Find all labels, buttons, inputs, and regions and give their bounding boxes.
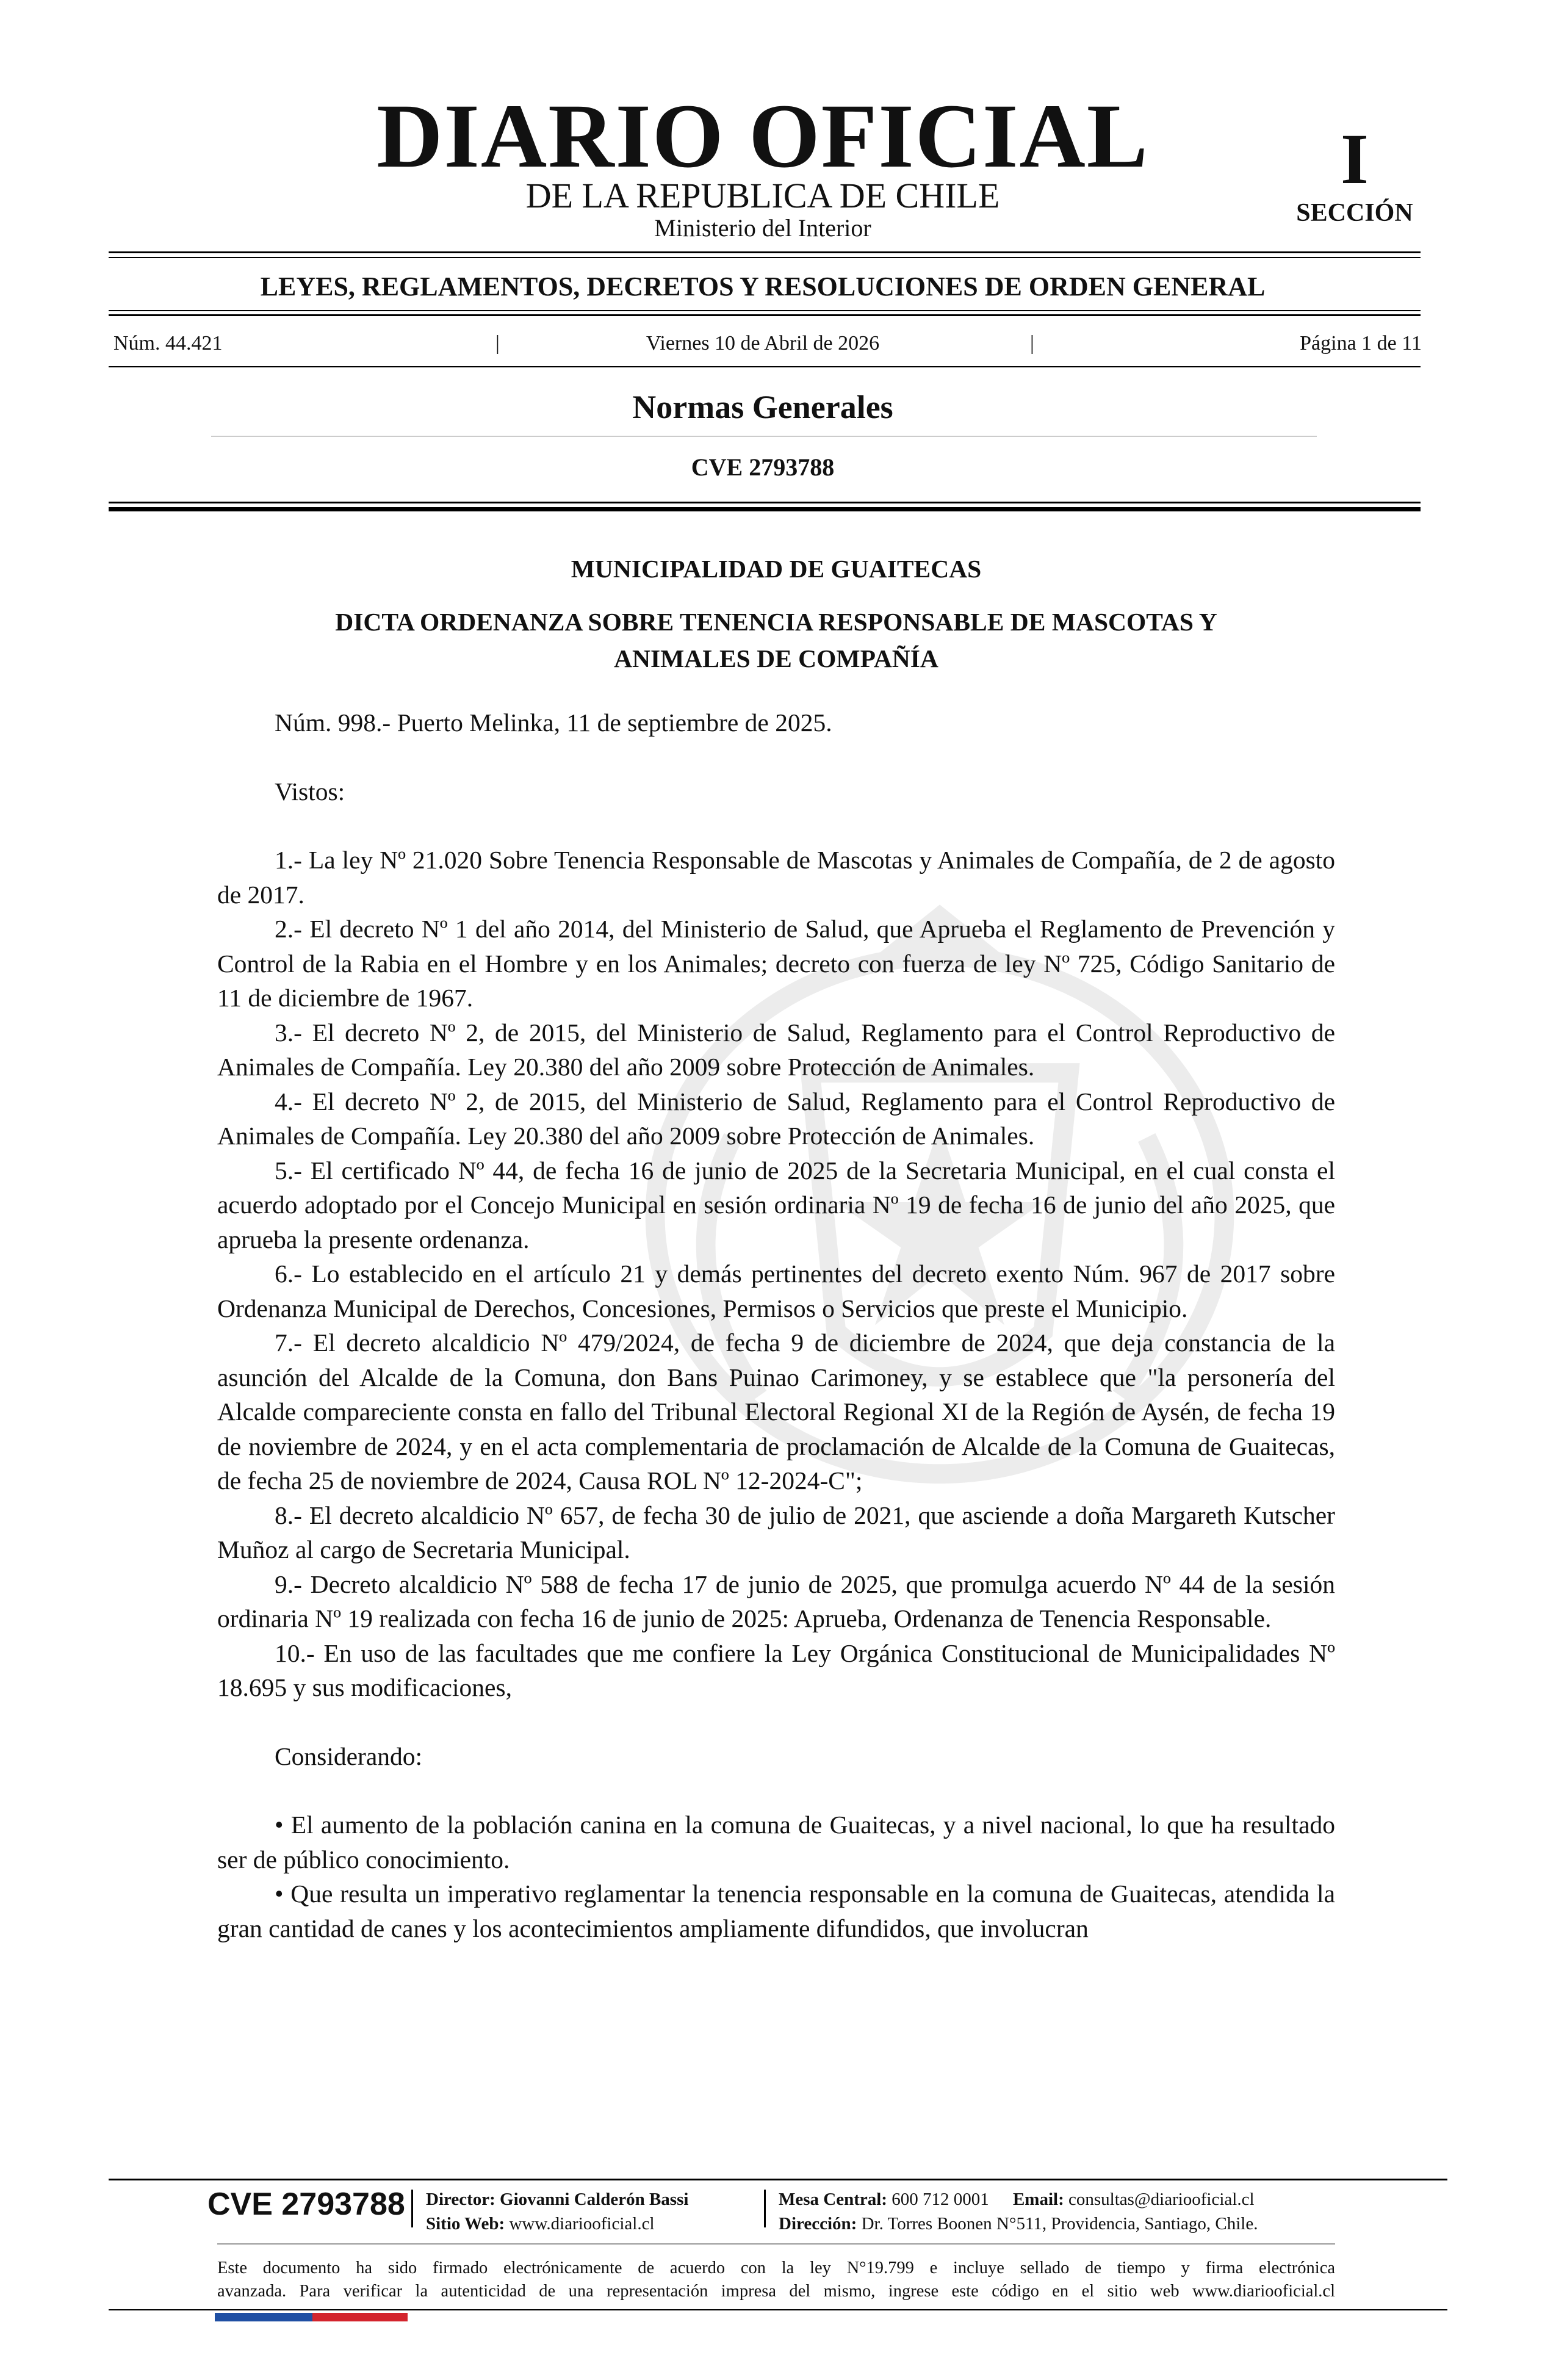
footer-rule-mid: [217, 2243, 1335, 2245]
document-heading: [217, 552, 1335, 677]
mesa-phone: 600 712 0001: [891, 2190, 989, 2209]
list-item: 1.- La ley Nº 21.020 Sobre Tenencia Responsable de Mascotas y Animales de Compañía, de 2 de agosto de 2017.: [217, 846, 1335, 909]
info-rule: [109, 366, 1421, 367]
category-rule-1: [109, 310, 1421, 311]
list-item: 10.- En uso de las facultades que me confiere la Ley Orgánica Constitucional de Municipalidades Nº 18.695 y sus modificaciones,: [217, 1639, 1335, 1701]
director-label: Director:: [426, 2190, 495, 2209]
section-label: SECCIÓN: [1296, 199, 1413, 227]
footer-rule-top: [109, 2179, 1447, 2180]
section-number: I: [1341, 119, 1369, 199]
email-label: Email:: [1012, 2190, 1064, 2209]
list-item: 2.- El decreto Nº 1 del año 2014, del Ministerio de Salud, que Aprueba el Reglamento de Prevención y Control de la Rabia en el Hombre y en los Animales; decreto con fuerza de ley Nº 725, Código Sanitario de 11 de diciembre de 1967.: [217, 915, 1335, 1012]
footer-director: [426, 2187, 688, 2212]
masthead-rule-1: [109, 251, 1421, 253]
masthead-subtitle: DE LA REPUBLICA DE CHILE: [525, 176, 1000, 215]
footer-note-line1: Este documento ha sido firmado electrónicamente de acuerdo con la ley N°19.799 e incluye sellado de tiempo y firma electrónica: [217, 2259, 1335, 2277]
document-title-line1: DICTA ORDENANZA SOBRE TENENCIA RESPONSABLE DE MASCOTAS Y: [335, 607, 1217, 636]
entity-name: MUNICIPALIDAD DE GUAITECAS: [571, 555, 982, 583]
issue-number: Núm. 44.421: [113, 332, 223, 355]
info-separator: |: [1030, 332, 1034, 355]
normas-divider: [211, 436, 1317, 437]
address-text: Dr. Torres Boonen N°511, Providencia, Santiago, Chile.: [861, 2214, 1258, 2234]
address-label: Dirección:: [779, 2214, 857, 2234]
list-item: 4.- El decreto Nº 2, de 2015, del Ministerio de Salud, Reglamento para el Control Reproductivo de Animales de Compañía. Ley 20.380 del año 2009 sobre Protección de Animales.: [217, 1087, 1335, 1150]
cve-rule-2: [109, 507, 1421, 511]
issue-date: Viernes 10 de Abril de 2026: [646, 332, 880, 355]
cve-rule-1: [109, 502, 1421, 503]
flag-stripe-blue: [215, 2313, 312, 2321]
website-label: Sitio Web:: [426, 2214, 505, 2234]
director-name: Giovanni Calderón Bassi: [500, 2190, 689, 2209]
vistos-list: [217, 843, 1335, 1705]
info-separator: |: [495, 332, 500, 355]
footer-address: [779, 2212, 1258, 2236]
flag-stripe-red: [312, 2313, 408, 2321]
footer-note-line2: avanzada. Para verificar la autenticidad de una representación impresa del mismo, ingrese este código en el sitio web www.diariooficial.cl: [217, 2282, 1335, 2301]
considerando-list: [217, 1808, 1335, 1945]
vistos-label: Vistos:: [275, 777, 345, 806]
list-item: 3.- El decreto Nº 2, de 2015, del Ministerio de Salud, Reglamento para el Control Reproductivo de Animales de Compañía. Ley 20.380 del año 2009 sobre Protección de Animales.: [217, 1018, 1335, 1081]
list-item: 9.- Decreto alcaldicio Nº 588 de fecha 17 de junio de 2025, que promulga acuerdo Nº 44 de la sesión ordinaria Nº 19 realizada con fecha 16 de junio de 2025: Aprueba, Ordenanza de Tenencia Responsable.: [217, 1570, 1335, 1632]
footer-rule-bottom: [109, 2309, 1447, 2310]
category-heading: LEYES, REGLAMENTOS, DECRETOS Y RESOLUCIONES DE ORDEN GENERAL: [260, 272, 1266, 301]
website-link[interactable]: www.diariooficial.cl: [509, 2214, 655, 2234]
masthead-rule-2: [109, 257, 1421, 258]
mesa-label: Mesa Central:: [779, 2190, 887, 2209]
footer-separator: [764, 2190, 766, 2227]
list-item: 6.- Lo establecido en el artículo 21 y demás pertinentes del decreto exento Núm. 967 de 2017 sobre Ordenanza Municipal de Derechos, Concesiones, Permisos o Servicios que preste el Municipio.: [217, 1260, 1335, 1322]
footer-website: [426, 2212, 655, 2236]
footer-cve: CVE 2793788: [207, 2187, 405, 2222]
considerando-label: Considerando:: [275, 1742, 423, 1770]
footer-separator: [411, 2190, 413, 2227]
list-item: • El aumento de la población canina en la comuna de Guaitecas, y a nivel nacional, lo que ha resultado ser de público conocimiento.: [217, 1811, 1335, 1873]
document-body: [217, 705, 1335, 1945]
list-item: 8.- El decreto alcaldicio Nº 657, de fecha 30 de julio de 2021, que asciende a doña Margareth Kutscher Muñoz al cargo de Secretaria Municipal.: [217, 1501, 1335, 1563]
list-item: • Que resulta un imperativo reglamentar la tenencia responsable en la comuna de Guaitecas, atendida la gran cantidad de canes y los acontecimientos ampliamente difundidos, que involucran: [217, 1880, 1335, 1942]
document-title-line2: ANIMALES DE COMPAÑÍA: [614, 644, 938, 673]
masthead-title: DIARIO OFICIAL: [376, 85, 1149, 187]
cve-code: CVE 2793788: [691, 453, 835, 481]
list-item: 7.- El decreto alcaldicio Nº 479/2024, de fecha 9 de diciembre de 2024, que deja constancia de la asunción del Alcalde de la Comuna, don Bans Puinao Carimoney, y se establece que "la personería del Alcalde compareciente consta en fallo del Tribunal Electoral Regional XI de la Región de Aysén, de fecha 19 de noviembre de 2024, y en el acta complementaria de proclamación de Alcalde de la Comuna de Guaitecas, de fecha 25 de noviembre de 2024, Causa ROL Nº 12-2024-C";: [217, 1329, 1335, 1495]
category-rule-2: [109, 314, 1421, 316]
number-place-date: Núm. 998.- Puerto Melinka, 11 de septiembre de 2025.: [275, 709, 832, 737]
list-item: 5.- El certificado Nº 44, de fecha 16 de junio de 2025 de la Secretaria Municipal, en el cual consta el acuerdo adoptado por el Concejo Municipal en sesión ordinaria Nº 19 de fecha 16 de junio del año 2025, que aprueba la presente ordenanza.: [217, 1156, 1335, 1253]
footer-contact: [779, 2187, 1255, 2212]
section-title: Normas Generales: [632, 389, 893, 425]
email-link[interactable]: consultas@diariooficial.cl: [1068, 2190, 1255, 2209]
page-number: Página 1 de 11: [1300, 332, 1422, 355]
masthead-ministry: Ministerio del Interior: [654, 214, 871, 242]
